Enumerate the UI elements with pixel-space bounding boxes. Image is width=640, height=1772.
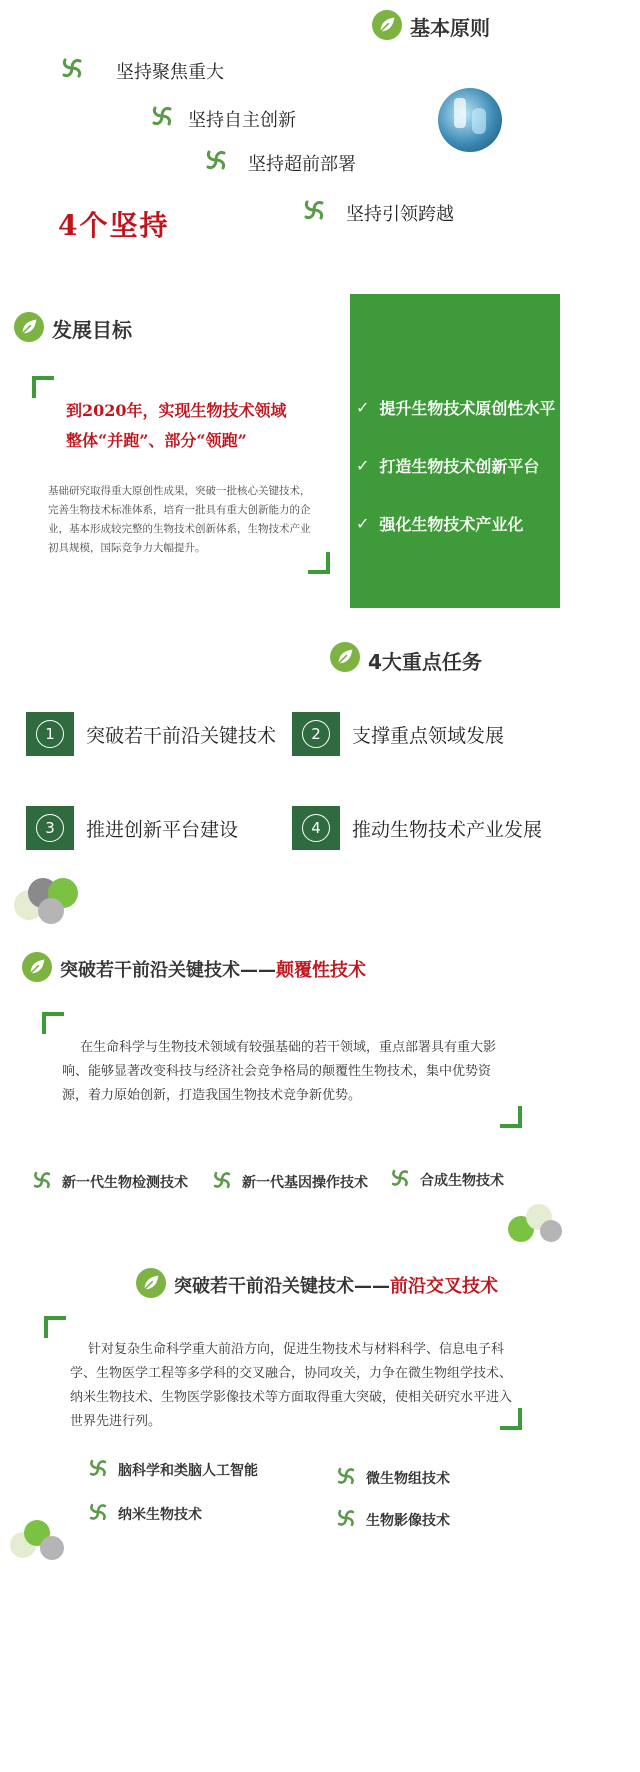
check-item: [356, 454, 539, 477]
pinwheel-icon: [30, 1168, 62, 1196]
pinwheel-icon: [202, 146, 230, 178]
goals-title: 发展目标: [52, 318, 132, 342]
section1-title: 突破若干前沿关键技术——颠覆性技术: [60, 960, 366, 981]
tech-label: 新一代生物检测技术: [62, 1175, 188, 1191]
decorative-dots: [508, 1200, 568, 1246]
corner-bracket: [44, 1316, 66, 1338]
leaf-icon: [136, 1268, 166, 1298]
tech-item: [388, 1166, 504, 1194]
tech-item: [30, 1168, 188, 1196]
section1-body: 在生命科学与生物技术领域有较强基础的若干领域，重点部署具有重大影响、能够显著改变科技与经济社会竞争格局的颠覆性生物技术，集中优势资源，着力原始创新，打造我国生物技术竞争新优势。: [62, 1040, 497, 1103]
decorative-dots: [14, 876, 84, 926]
principles-summary: 4个坚持: [58, 209, 170, 242]
pinwheel-icon: [86, 1456, 118, 1484]
pinwheel-icon: [334, 1506, 366, 1534]
check-label: 提升生物技术原创性水平: [379, 399, 556, 418]
tech-label: 纳米生物技术: [118, 1507, 202, 1523]
corner-bracket: [308, 552, 330, 574]
goals-headline: 整体“并跑”、部分“领跑”: [66, 431, 247, 450]
goals-body: 基础研究取得重大原创性成果，突破一批核心关键技术，完善生物技术标准体系，培育一批具有重大创新能力的企业，基本形成较完整的生物技术创新体系，生物技术产业初具规模，国际竞争力大幅提升。: [48, 485, 311, 554]
principle-item: 坚持聚焦重大: [116, 62, 224, 83]
pinwheel-icon: [86, 1500, 118, 1528]
check-label: 强化生物技术产业化: [379, 515, 524, 534]
leaf-icon: [372, 10, 402, 40]
check-icon: ✓: [356, 456, 370, 475]
corner-bracket: [500, 1408, 522, 1430]
principle-item: 坚持自主创新: [188, 110, 296, 131]
pinwheel-icon: [388, 1166, 420, 1194]
task-label: 支撑重点领域发展: [352, 724, 505, 747]
tech-item: [86, 1456, 258, 1484]
corner-bracket: [32, 376, 54, 398]
pinwheel-icon: [300, 196, 328, 228]
tasks-title: 4大重点任务: [368, 650, 482, 674]
tech-item: [86, 1500, 202, 1528]
leaf-icon: [14, 312, 44, 342]
pinwheel-icon: [210, 1168, 242, 1196]
task-label: 突破若干前沿关键技术: [86, 724, 277, 747]
tech-label: 脑科学和类脑人工智能: [118, 1463, 258, 1479]
check-icon: ✓: [356, 398, 370, 417]
pinwheel-icon: [58, 54, 86, 86]
task-number: 4: [292, 806, 340, 850]
pinwheel-icon: [148, 102, 176, 134]
check-icon: ✓: [356, 514, 370, 533]
task-item: [292, 806, 542, 850]
principle-item: 坚持超前部署: [248, 154, 356, 175]
task-number: 2: [292, 712, 340, 756]
goals-headline: 到2020年，实现生物技术领域: [66, 401, 287, 420]
tech-item: [334, 1464, 450, 1492]
section2-body: 针对复杂生命科学重大前沿方向，促进生物技术与材料科学、信息电子科学、生物医学工程等多学科的交叉融合，协同攻关，力争在微生物组学技术、纳米生物技术、生物医学影像技术等方面取得重大突破，使相关研究水平进入世界先进行列。: [70, 1342, 513, 1429]
pinwheel-icon: [334, 1464, 366, 1492]
corner-bracket: [42, 1012, 64, 1034]
task-item: [26, 806, 238, 850]
goals-panel: [350, 294, 560, 608]
lab-image: [438, 88, 502, 152]
section2-title: 突破若干前沿关键技术——前沿交叉技术: [174, 1276, 498, 1297]
task-label: 推动生物技术产业发展: [352, 818, 543, 841]
task-item: [292, 712, 504, 756]
check-item: [356, 396, 555, 419]
task-item: [26, 712, 276, 756]
tech-label: 微生物组技术: [366, 1471, 450, 1487]
task-number: 1: [26, 712, 74, 756]
corner-bracket: [500, 1106, 522, 1128]
task-label: 推进创新平台建设: [86, 818, 239, 841]
tech-item: [334, 1506, 450, 1534]
tech-label: 新一代基因操作技术: [242, 1175, 368, 1191]
decorative-dots: [10, 1518, 70, 1562]
tech-item: [210, 1168, 368, 1196]
tech-label: 合成生物技术: [420, 1173, 504, 1189]
principles-title: 基本原则: [410, 16, 490, 40]
task-number: 3: [26, 806, 74, 850]
principle-item: 坚持引领跨越: [346, 204, 454, 225]
leaf-icon: [22, 952, 52, 982]
tech-label: 生物影像技术: [366, 1513, 450, 1529]
check-item: [356, 512, 523, 535]
leaf-icon: [330, 642, 360, 672]
check-label: 打造生物技术创新平台: [379, 457, 540, 476]
